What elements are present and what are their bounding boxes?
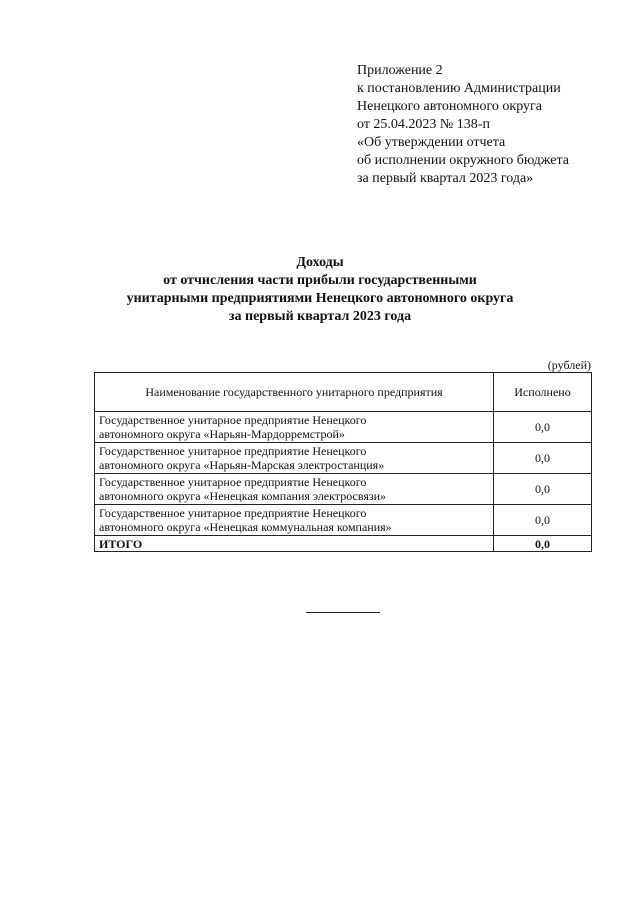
appendix-line: Приложение 2 <box>357 63 443 78</box>
enterprise-name-line: автономного округа «Нарьян-Марская электростанция» <box>99 458 385 472</box>
unit-label: (рублей) <box>547 358 591 372</box>
income-table <box>94 372 592 552</box>
executed-value: 0,0 <box>494 443 592 474</box>
appendix-line: от 25.04.2023 № 138-п <box>357 117 490 132</box>
enterprise-name-line: Государственное унитарное предприятие Ненецкого <box>99 475 367 489</box>
enterprise-name-cell <box>95 443 494 474</box>
table-row <box>95 443 592 474</box>
enterprise-name-line: автономного округа «Ненецкая компания электросвязи» <box>99 489 387 503</box>
title-line: унитарными предприятиями Ненецкого автономного округа <box>126 291 514 306</box>
table-header-row <box>95 373 592 412</box>
appendix-line: об исполнении окружного бюджета <box>357 153 569 168</box>
enterprise-name-line: автономного округа «Нарьян-Мардорремстрой» <box>99 427 345 441</box>
enterprise-name-line: автономного округа «Ненецкая коммунальная компания» <box>99 520 392 534</box>
enterprise-name-cell <box>95 505 494 536</box>
title-line: за первый квартал 2023 года <box>228 309 412 324</box>
table-row <box>95 474 592 505</box>
end-divider <box>306 612 380 613</box>
appendix-line: «Об утверждении отчета <box>357 135 506 150</box>
executed-value: 0,0 <box>494 505 592 536</box>
total-value: 0,0 <box>494 536 592 552</box>
header-executed: Исполнено <box>494 373 592 412</box>
enterprise-name-line: Государственное унитарное предприятие Ненецкого <box>99 444 367 458</box>
enterprise-name-line: Государственное унитарное предприятие Ненецкого <box>99 413 367 427</box>
document-title <box>80 254 560 326</box>
enterprise-name-line: Государственное унитарное предприятие Ненецкого <box>99 506 367 520</box>
title-line: Доходы <box>296 255 344 270</box>
appendix-line: к постановлению Администрации <box>357 81 561 96</box>
appendix-block <box>357 62 627 188</box>
appendix-line: за первый квартал 2023 года» <box>357 171 534 186</box>
header-enterprise-name: Наименование государственного унитарного предприятия <box>95 373 494 412</box>
title-line: от отчисления части прибыли государственными <box>163 273 477 288</box>
executed-value: 0,0 <box>494 474 592 505</box>
total-row <box>95 536 592 552</box>
executed-value: 0,0 <box>494 412 592 443</box>
total-label: ИТОГО <box>95 536 494 552</box>
enterprise-name-cell <box>95 412 494 443</box>
appendix-line: Ненецкого автономного округа <box>357 99 542 114</box>
enterprise-name-cell <box>95 474 494 505</box>
table-row <box>95 505 592 536</box>
table-row <box>95 412 592 443</box>
